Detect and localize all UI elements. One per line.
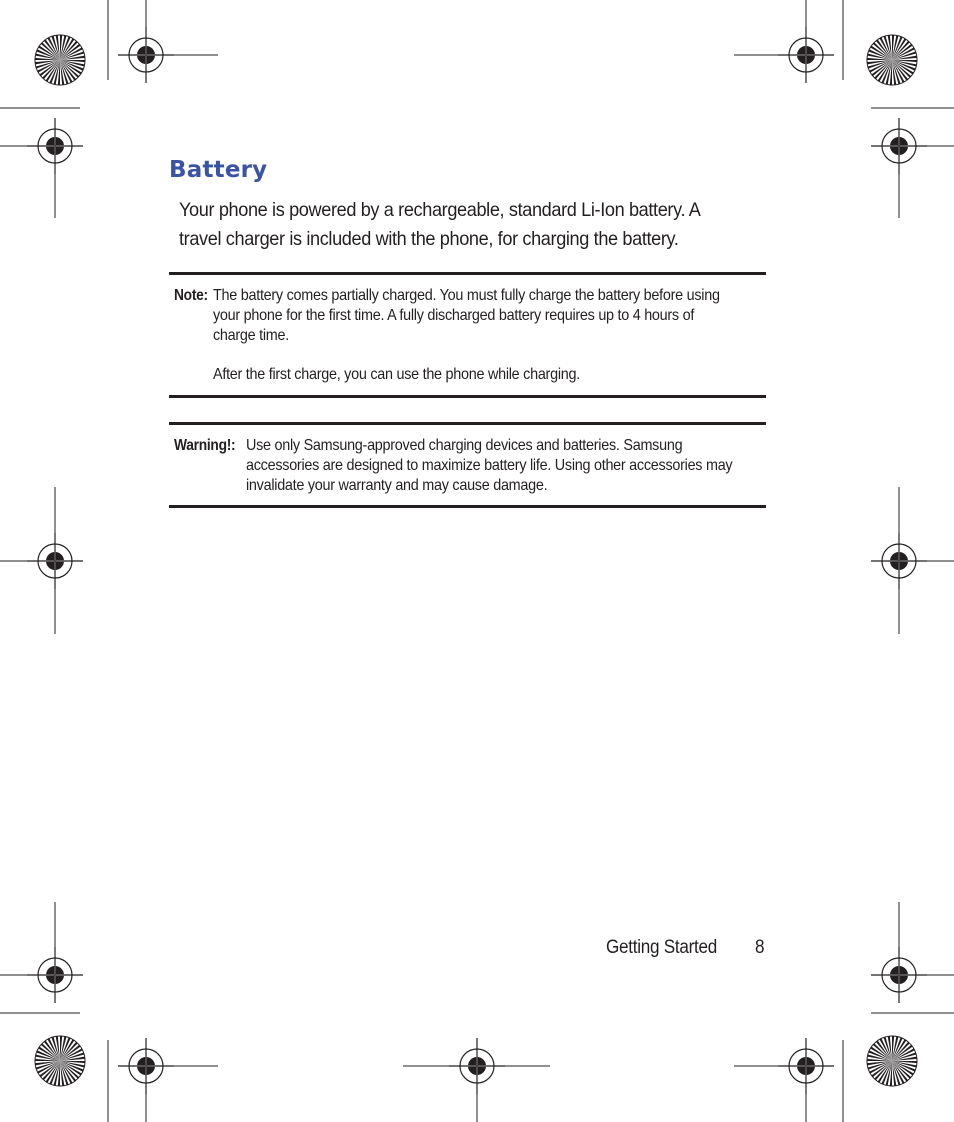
section-title: Battery [169, 157, 268, 183]
color-star-target-icon [35, 35, 85, 85]
intro-paragraph: Your phone is powered by a rechargeable, standard Li-Ion battery. A travel charger is included with the phone, for charging the battery. [179, 199, 700, 250]
color-star-target-icon [35, 1036, 85, 1086]
warning-text: Use only Samsung-approved charging devices and batteries. Samsung accessories are designed to maximize battery life. Using other accessories may invalidate your warranty and may cause damage. [246, 437, 733, 494]
note-text: The battery comes partially charged. You must fully charge the battery before using your phone for the first time. A fully discharged battery requires up to 4 hours of charge time. [213, 287, 720, 344]
footer-page-number: 8 [755, 937, 765, 958]
warning-box [169, 422, 766, 508]
note-box [169, 272, 766, 398]
warning-label: Warning!: [174, 437, 236, 454]
note-text-secondary: After the first charge, you can use the phone while charging. [213, 366, 580, 383]
footer-section-name: Getting Started [606, 937, 717, 958]
note-label: Note: [174, 287, 208, 304]
color-star-target-icon [867, 35, 917, 85]
color-star-target-icon [867, 1036, 917, 1086]
